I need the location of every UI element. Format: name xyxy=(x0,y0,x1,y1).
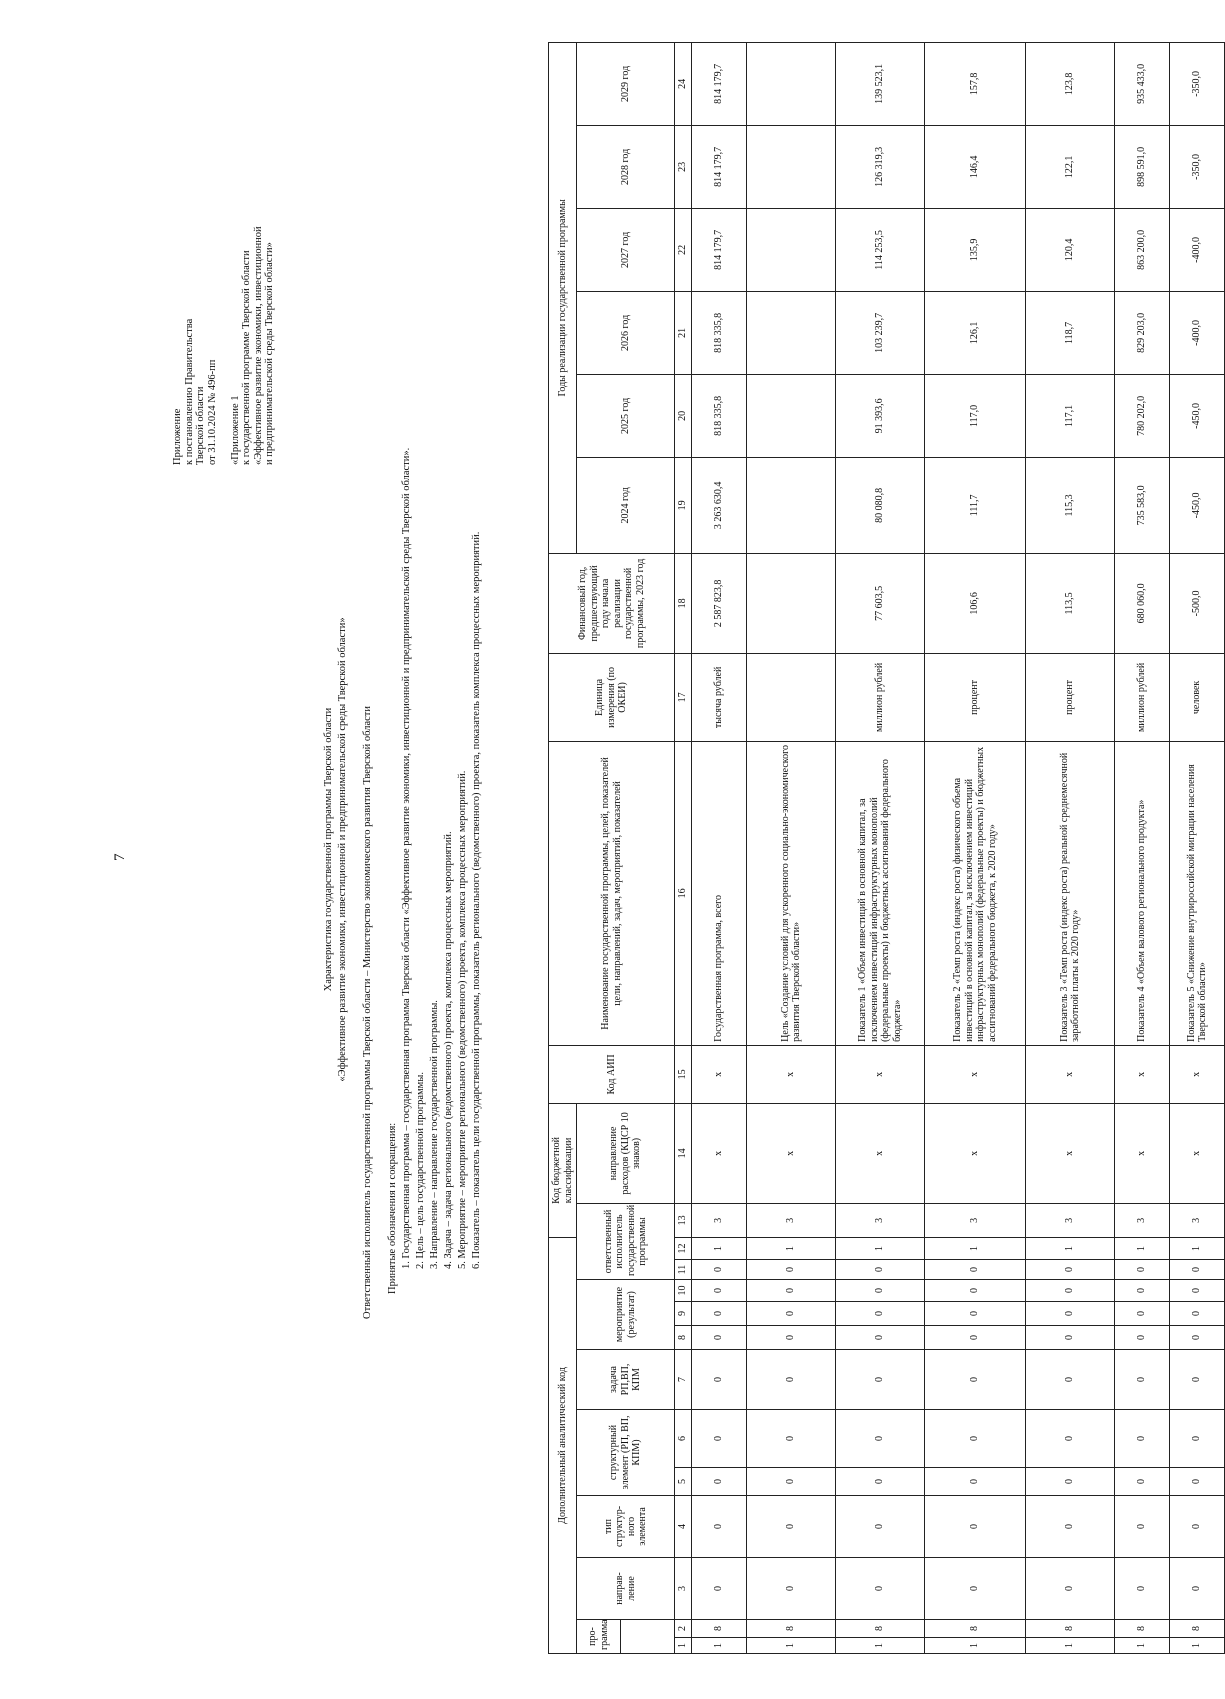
code-cell: 1 xyxy=(747,1638,836,1654)
column-numbers-row xyxy=(675,42,692,1653)
legend-item: 1. Государственная программа – государственная программа Тверской области «Эффективное развитие экономики, инвестиционной и предпринимательской среды Тверской области». xyxy=(401,447,412,1269)
legend-item: 2. Цель – цель государственной программы. xyxy=(415,1072,426,1269)
col-number: 16 xyxy=(675,741,692,1045)
appendix-line: Приложение xyxy=(172,408,183,465)
code-cell: 0 xyxy=(925,1326,1026,1350)
code-cell: 1 xyxy=(836,1638,925,1654)
code-cell: 1 xyxy=(1170,1638,1225,1654)
code-cell: 8 xyxy=(925,1620,1026,1638)
name-cell: Показатель 5 «Снижение внутрироссийской миграции населения Тверской области» xyxy=(1170,741,1225,1045)
code-cell: 0 xyxy=(747,1260,836,1280)
year-header: 2026 год xyxy=(577,291,675,374)
program-header-cont xyxy=(621,1620,675,1654)
base-year-cell xyxy=(747,553,836,653)
code-cell: 0 xyxy=(1026,1326,1115,1350)
table-row xyxy=(836,42,925,1653)
code-cell: 0 xyxy=(692,1260,747,1280)
code-cell: х xyxy=(1115,1103,1170,1203)
year-value-cell: 118,7 xyxy=(1026,291,1115,374)
struct-type-header: тип структур-ного элемента xyxy=(577,1496,675,1558)
code-cell: 8 xyxy=(1170,1620,1225,1638)
year-value-cell: 814 179,7 xyxy=(692,208,747,291)
dac-header: Дополнительный аналитический код xyxy=(549,1237,577,1653)
year-value-cell: 863 200,0 xyxy=(1115,208,1170,291)
year-header: 2024 год xyxy=(577,457,675,553)
col-number: 20 xyxy=(675,374,692,457)
code-cell: 1 xyxy=(925,1638,1026,1654)
year-value-cell: 103 239,7 xyxy=(836,291,925,374)
year-value-cell: 80 080,8 xyxy=(836,457,925,553)
code-cell: х xyxy=(1026,1045,1115,1103)
year-value-cell: 120,4 xyxy=(1026,208,1115,291)
appendix-note xyxy=(172,226,276,465)
code-cell: 0 xyxy=(836,1558,925,1620)
year-value-cell: 3 263 630,4 xyxy=(692,457,747,553)
year-value-cell: -350,0 xyxy=(1170,42,1225,125)
year-value-cell: 735 583,0 xyxy=(1115,457,1170,553)
name-cell: Показатель 2 «Темп роста (индекс роста) физического объема инвестиций в основной капитал, за исключением инвестиций инфраструктурных монополий (федеральные проекты) и бюджетных ассигнований федерального бюджета, к 2020 году» xyxy=(925,741,1026,1045)
code-cell: х xyxy=(1170,1045,1225,1103)
legend-item: 5. Мероприятие – мероприятие регионального (ведомственного) проекта, комплекса процессных мероприятий. xyxy=(457,770,468,1269)
appendix-line: Тверской области xyxy=(195,386,206,465)
year-value-cell: 91 393,6 xyxy=(836,374,925,457)
code-cell: 0 xyxy=(747,1496,836,1558)
code-cell: 1 xyxy=(747,1237,836,1259)
code-cell: 3 xyxy=(1115,1203,1170,1237)
table-row xyxy=(692,42,747,1653)
unit-cell: тысяча рублей xyxy=(692,653,747,741)
code-cell: 0 xyxy=(747,1302,836,1326)
base-year-cell: 77 603,5 xyxy=(836,553,925,653)
col-number: 13 xyxy=(675,1203,692,1237)
code-cell: 0 xyxy=(925,1350,1026,1410)
year-value-cell: 111,7 xyxy=(925,457,1026,553)
col-number: 6 xyxy=(675,1410,692,1468)
col-number: 17 xyxy=(675,653,692,741)
year-header: 2028 год xyxy=(577,125,675,208)
code-cell: 0 xyxy=(1026,1496,1115,1558)
name-cell: Показатель 4 «Объем валового регионального продукта» xyxy=(1115,741,1170,1045)
code-cell: 0 xyxy=(925,1260,1026,1280)
appendix-line: «Эффективное развитие экономики, инвестиционной xyxy=(252,226,264,465)
col-number: 18 xyxy=(675,553,692,653)
code-cell: 0 xyxy=(1026,1468,1115,1496)
code-cell: х xyxy=(1115,1045,1170,1103)
year-value-cell: 139 523,1 xyxy=(836,42,925,125)
year-value-cell: 780 202,0 xyxy=(1115,374,1170,457)
year-value-cell: -400,0 xyxy=(1170,291,1225,374)
year-value-cell: 818 335,8 xyxy=(692,374,747,457)
aip-header: Код АИП xyxy=(549,1045,675,1103)
legend-item: 4. Задача – задача регионального (ведомственного) проекта, комплекса процессных мероприятий. xyxy=(443,831,454,1269)
col-number: 7 xyxy=(675,1350,692,1410)
year-value-cell xyxy=(747,457,836,553)
table-row xyxy=(1026,42,1115,1653)
code-cell: 0 xyxy=(747,1410,836,1468)
code-cell: 1 xyxy=(1115,1638,1170,1654)
legend-item: 3. Направление – направление государственной программы. xyxy=(429,1000,440,1269)
code-cell: 0 xyxy=(925,1496,1026,1558)
code-cell: 8 xyxy=(1026,1620,1115,1638)
col-number: 12 xyxy=(675,1237,692,1259)
appendix-line: к государственной программе Тверской области xyxy=(241,250,252,465)
base-year-cell: 106,6 xyxy=(925,553,1026,653)
code-cell: 1 xyxy=(1115,1237,1170,1259)
struct-elem-header: структурный элемент (РП, ВП, КПМ) xyxy=(577,1410,675,1496)
program-header: про-грамма xyxy=(577,1620,621,1654)
col-number: 15 xyxy=(675,1045,692,1103)
code-cell: 0 xyxy=(1115,1410,1170,1468)
name-cell: Цель «Создание условий для ускоренного социально-экономического развития Тверской области» xyxy=(747,741,836,1045)
base-year-cell: 680 060,0 xyxy=(1115,553,1170,653)
code-cell: 1 xyxy=(1026,1638,1115,1654)
code-cell: 0 xyxy=(925,1410,1026,1468)
code-cell: 0 xyxy=(1115,1280,1170,1302)
legend-title: Принятые обозначения и сокращения: xyxy=(387,1122,398,1294)
bk-header: Код бюджетной классификации xyxy=(549,1103,577,1237)
year-value-cell: -350,0 xyxy=(1170,125,1225,208)
col-number: 4 xyxy=(675,1496,692,1558)
unit-cell: человек xyxy=(1170,653,1225,741)
base-year-cell: 113,5 xyxy=(1026,553,1115,653)
code-cell: 3 xyxy=(1026,1203,1115,1237)
code-cell: 0 xyxy=(1170,1496,1225,1558)
year-value-cell: 117,0 xyxy=(925,374,1026,457)
col-number: 2 xyxy=(675,1620,692,1638)
code-cell: 0 xyxy=(1026,1350,1115,1410)
col-number: 8 xyxy=(675,1326,692,1350)
code-cell: 1 xyxy=(836,1237,925,1259)
col-number: 22 xyxy=(675,208,692,291)
col-number: 5 xyxy=(675,1468,692,1496)
code-cell: 0 xyxy=(1115,1468,1170,1496)
col-number: 23 xyxy=(675,125,692,208)
code-cell: 0 xyxy=(1170,1302,1225,1326)
code-cell: 3 xyxy=(692,1203,747,1237)
code-cell: 0 xyxy=(1115,1496,1170,1558)
code-cell: х xyxy=(836,1103,925,1203)
unit-header: Единица измерения (по ОКЕИ) xyxy=(549,653,675,741)
table-row xyxy=(925,42,1026,1653)
year-value-cell: -450,0 xyxy=(1170,374,1225,457)
code-cell: 0 xyxy=(1170,1280,1225,1302)
year-value-cell: 829 203,0 xyxy=(1115,291,1170,374)
code-cell: 0 xyxy=(747,1326,836,1350)
col-number: 24 xyxy=(675,42,692,125)
code-cell: х xyxy=(692,1045,747,1103)
year-value-cell: 146,4 xyxy=(925,125,1026,208)
year-value-cell: 935 433,0 xyxy=(1115,42,1170,125)
col-number: 21 xyxy=(675,291,692,374)
code-cell: х xyxy=(747,1103,836,1203)
code-cell: 8 xyxy=(692,1620,747,1638)
code-cell: 0 xyxy=(1170,1350,1225,1410)
code-cell: 0 xyxy=(692,1280,747,1302)
code-cell: 8 xyxy=(836,1620,925,1638)
code-cell: 0 xyxy=(836,1260,925,1280)
code-cell: х xyxy=(925,1045,1026,1103)
code-cell: 0 xyxy=(1026,1280,1115,1302)
code-cell: 0 xyxy=(1115,1302,1170,1326)
code-cell: 0 xyxy=(692,1468,747,1496)
base-year-cell: -500,0 xyxy=(1170,553,1225,653)
appendix-line: от 31.10.2024 № 496-пп xyxy=(206,359,218,465)
code-cell: 0 xyxy=(836,1302,925,1326)
document-subtitle: «Эффективное развитие экономики, инвестиционной и предпринимательской среды Тверской области» xyxy=(337,617,348,1082)
code-cell: х xyxy=(1026,1103,1115,1203)
code-cell: 1 xyxy=(692,1237,747,1259)
code-cell: 0 xyxy=(1170,1326,1225,1350)
appendix-line: и предпринимательской среды Тверской области» xyxy=(264,242,275,465)
col-number: 19 xyxy=(675,457,692,553)
code-cell: х xyxy=(1170,1103,1225,1203)
year-value-cell: -400,0 xyxy=(1170,208,1225,291)
year-value-cell: 126,1 xyxy=(925,291,1026,374)
code-cell: х xyxy=(925,1103,1026,1203)
name-cell: Государственная программа, всего xyxy=(692,741,747,1045)
unit-cell: процент xyxy=(925,653,1026,741)
year-value-cell: 814 179,7 xyxy=(692,125,747,208)
year-value-cell: 157,8 xyxy=(925,42,1026,125)
appendix-line: к постановлению Правительства xyxy=(183,318,195,465)
appendix-line: «Приложение 1 xyxy=(229,395,241,465)
table-row xyxy=(1170,42,1225,1653)
code-cell: 0 xyxy=(1026,1410,1115,1468)
resp-exec-header: ответственный исполнитель государственной программы xyxy=(577,1203,675,1279)
code-cell: 1 xyxy=(925,1237,1026,1259)
table-row xyxy=(1115,42,1170,1653)
code-cell: 0 xyxy=(692,1302,747,1326)
code-cell: 0 xyxy=(1026,1302,1115,1326)
code-cell: 3 xyxy=(836,1203,925,1237)
unit-cell: миллион рублей xyxy=(836,653,925,741)
appendix-line xyxy=(218,226,230,465)
code-cell: 0 xyxy=(836,1326,925,1350)
executor-line: Ответственный исполнитель государственной программы Тверской области – Министерство экономического развития Тверской области xyxy=(362,706,373,1319)
year-value-cell: 117,1 xyxy=(1026,374,1115,457)
code-cell: 0 xyxy=(925,1302,1026,1326)
code-cell: 0 xyxy=(692,1410,747,1468)
code-cell: 0 xyxy=(836,1410,925,1468)
col-number: 3 xyxy=(675,1558,692,1620)
code-cell: 1 xyxy=(1170,1237,1225,1259)
table-row xyxy=(747,42,836,1653)
year-header: 2029 год xyxy=(577,42,675,125)
year-value-cell xyxy=(747,208,836,291)
year-value-cell xyxy=(747,374,836,457)
code-cell: 0 xyxy=(692,1350,747,1410)
code-cell: 8 xyxy=(1115,1620,1170,1638)
code-cell: 0 xyxy=(1115,1350,1170,1410)
code-cell: 0 xyxy=(836,1350,925,1410)
year-header: 2027 год xyxy=(577,208,675,291)
year-value-cell: 122,1 xyxy=(1026,125,1115,208)
year-value-cell: 814 179,7 xyxy=(692,42,747,125)
direction-header: направ-ление xyxy=(577,1558,675,1620)
code-cell: 0 xyxy=(692,1496,747,1558)
code-cell: 0 xyxy=(747,1468,836,1496)
program-characteristics-table xyxy=(548,42,1225,1654)
code-cell: 0 xyxy=(925,1468,1026,1496)
code-cell: 0 xyxy=(692,1326,747,1350)
legend-item: 6. Показатель – показатель цели государственной программы, показатель регионального (ведомственного) проекта, показатель комплекса процессных мероприятий. xyxy=(471,531,482,1269)
code-cell: 3 xyxy=(925,1203,1026,1237)
table-body xyxy=(692,42,1225,1653)
code-cell: 0 xyxy=(1170,1410,1225,1468)
code-cell: х xyxy=(836,1045,925,1103)
unit-cell xyxy=(747,653,836,741)
col-number: 10 xyxy=(675,1280,692,1302)
code-cell: 0 xyxy=(1115,1558,1170,1620)
year-value-cell: 135,9 xyxy=(925,208,1026,291)
code-cell: 0 xyxy=(1170,1468,1225,1496)
year-value-cell: 898 591,0 xyxy=(1115,125,1170,208)
code-cell: 0 xyxy=(925,1280,1026,1302)
code-cell: 1 xyxy=(692,1638,747,1654)
code-cell: 0 xyxy=(836,1468,925,1496)
name-header: Наименование государственной программы, целей, показателей цели, направлений, задач, мероприятий, показателей xyxy=(549,741,675,1045)
code-cell: 0 xyxy=(925,1558,1026,1620)
document-intro xyxy=(322,0,484,1699)
year-value-cell: 123,8 xyxy=(1026,42,1115,125)
year-value-cell: 818 335,8 xyxy=(692,291,747,374)
unit-cell: миллион рублей xyxy=(1115,653,1170,741)
code-cell: 3 xyxy=(1170,1203,1225,1237)
year-value-cell: 126 319,3 xyxy=(836,125,925,208)
year-value-cell: -450,0 xyxy=(1170,457,1225,553)
col-number: 9 xyxy=(675,1302,692,1326)
code-cell: 0 xyxy=(747,1280,836,1302)
unit-cell: процент xyxy=(1026,653,1115,741)
year-value-cell: 115,3 xyxy=(1026,457,1115,553)
code-cell: 0 xyxy=(1026,1558,1115,1620)
code-cell: 8 xyxy=(747,1620,836,1638)
code-cell: 0 xyxy=(1170,1260,1225,1280)
code-cell: 0 xyxy=(1115,1326,1170,1350)
code-cell: 0 xyxy=(1026,1260,1115,1280)
document-title: Характеристика государственной программы Тверской области xyxy=(323,707,334,992)
code-cell: х xyxy=(747,1045,836,1103)
expense-header: направление расходов (КЦСР 10 знаков) xyxy=(577,1103,675,1203)
task-header: задача РП,ВП, КПМ xyxy=(577,1350,675,1410)
year-header: 2025 год xyxy=(577,374,675,457)
name-cell: Показатель 3 «Темп роста (индекс роста) реальной среднемесячной заработной платы к 2020 году» xyxy=(1026,741,1115,1045)
base-year-cell: 2 587 823,8 xyxy=(692,553,747,653)
measure-header: мероприятие (результат) xyxy=(577,1280,675,1350)
code-cell: х xyxy=(692,1103,747,1203)
year-value-cell xyxy=(747,125,836,208)
page-number: 7 xyxy=(112,853,128,861)
code-cell: 0 xyxy=(747,1350,836,1410)
code-cell: 3 xyxy=(747,1203,836,1237)
year-value-cell xyxy=(747,42,836,125)
code-cell: 0 xyxy=(747,1558,836,1620)
year-value-cell xyxy=(747,291,836,374)
years-group-header: Годы реализации государственной программы xyxy=(549,42,577,553)
name-cell: Показатель 1 «Объем инвестиций в основной капитал, за исключением инвестиций инфраструктурных монополий (федеральные проекты) и бюджетных ассигнований федерального бюджета» xyxy=(836,741,925,1045)
base-year-header: Финансовый год, предшествующий году начала реализации государственной программы, 2023 год xyxy=(549,553,675,653)
code-cell: 0 xyxy=(836,1280,925,1302)
code-cell: 0 xyxy=(692,1558,747,1620)
code-cell: 1 xyxy=(1026,1237,1115,1259)
code-cell: 0 xyxy=(836,1496,925,1558)
year-value-cell: 114 253,5 xyxy=(836,208,925,291)
col-number: 14 xyxy=(675,1103,692,1203)
code-cell: 0 xyxy=(1115,1260,1170,1280)
col-number: 11 xyxy=(675,1260,692,1280)
col-number: 1 xyxy=(675,1638,692,1654)
code-cell: 0 xyxy=(1170,1558,1225,1620)
